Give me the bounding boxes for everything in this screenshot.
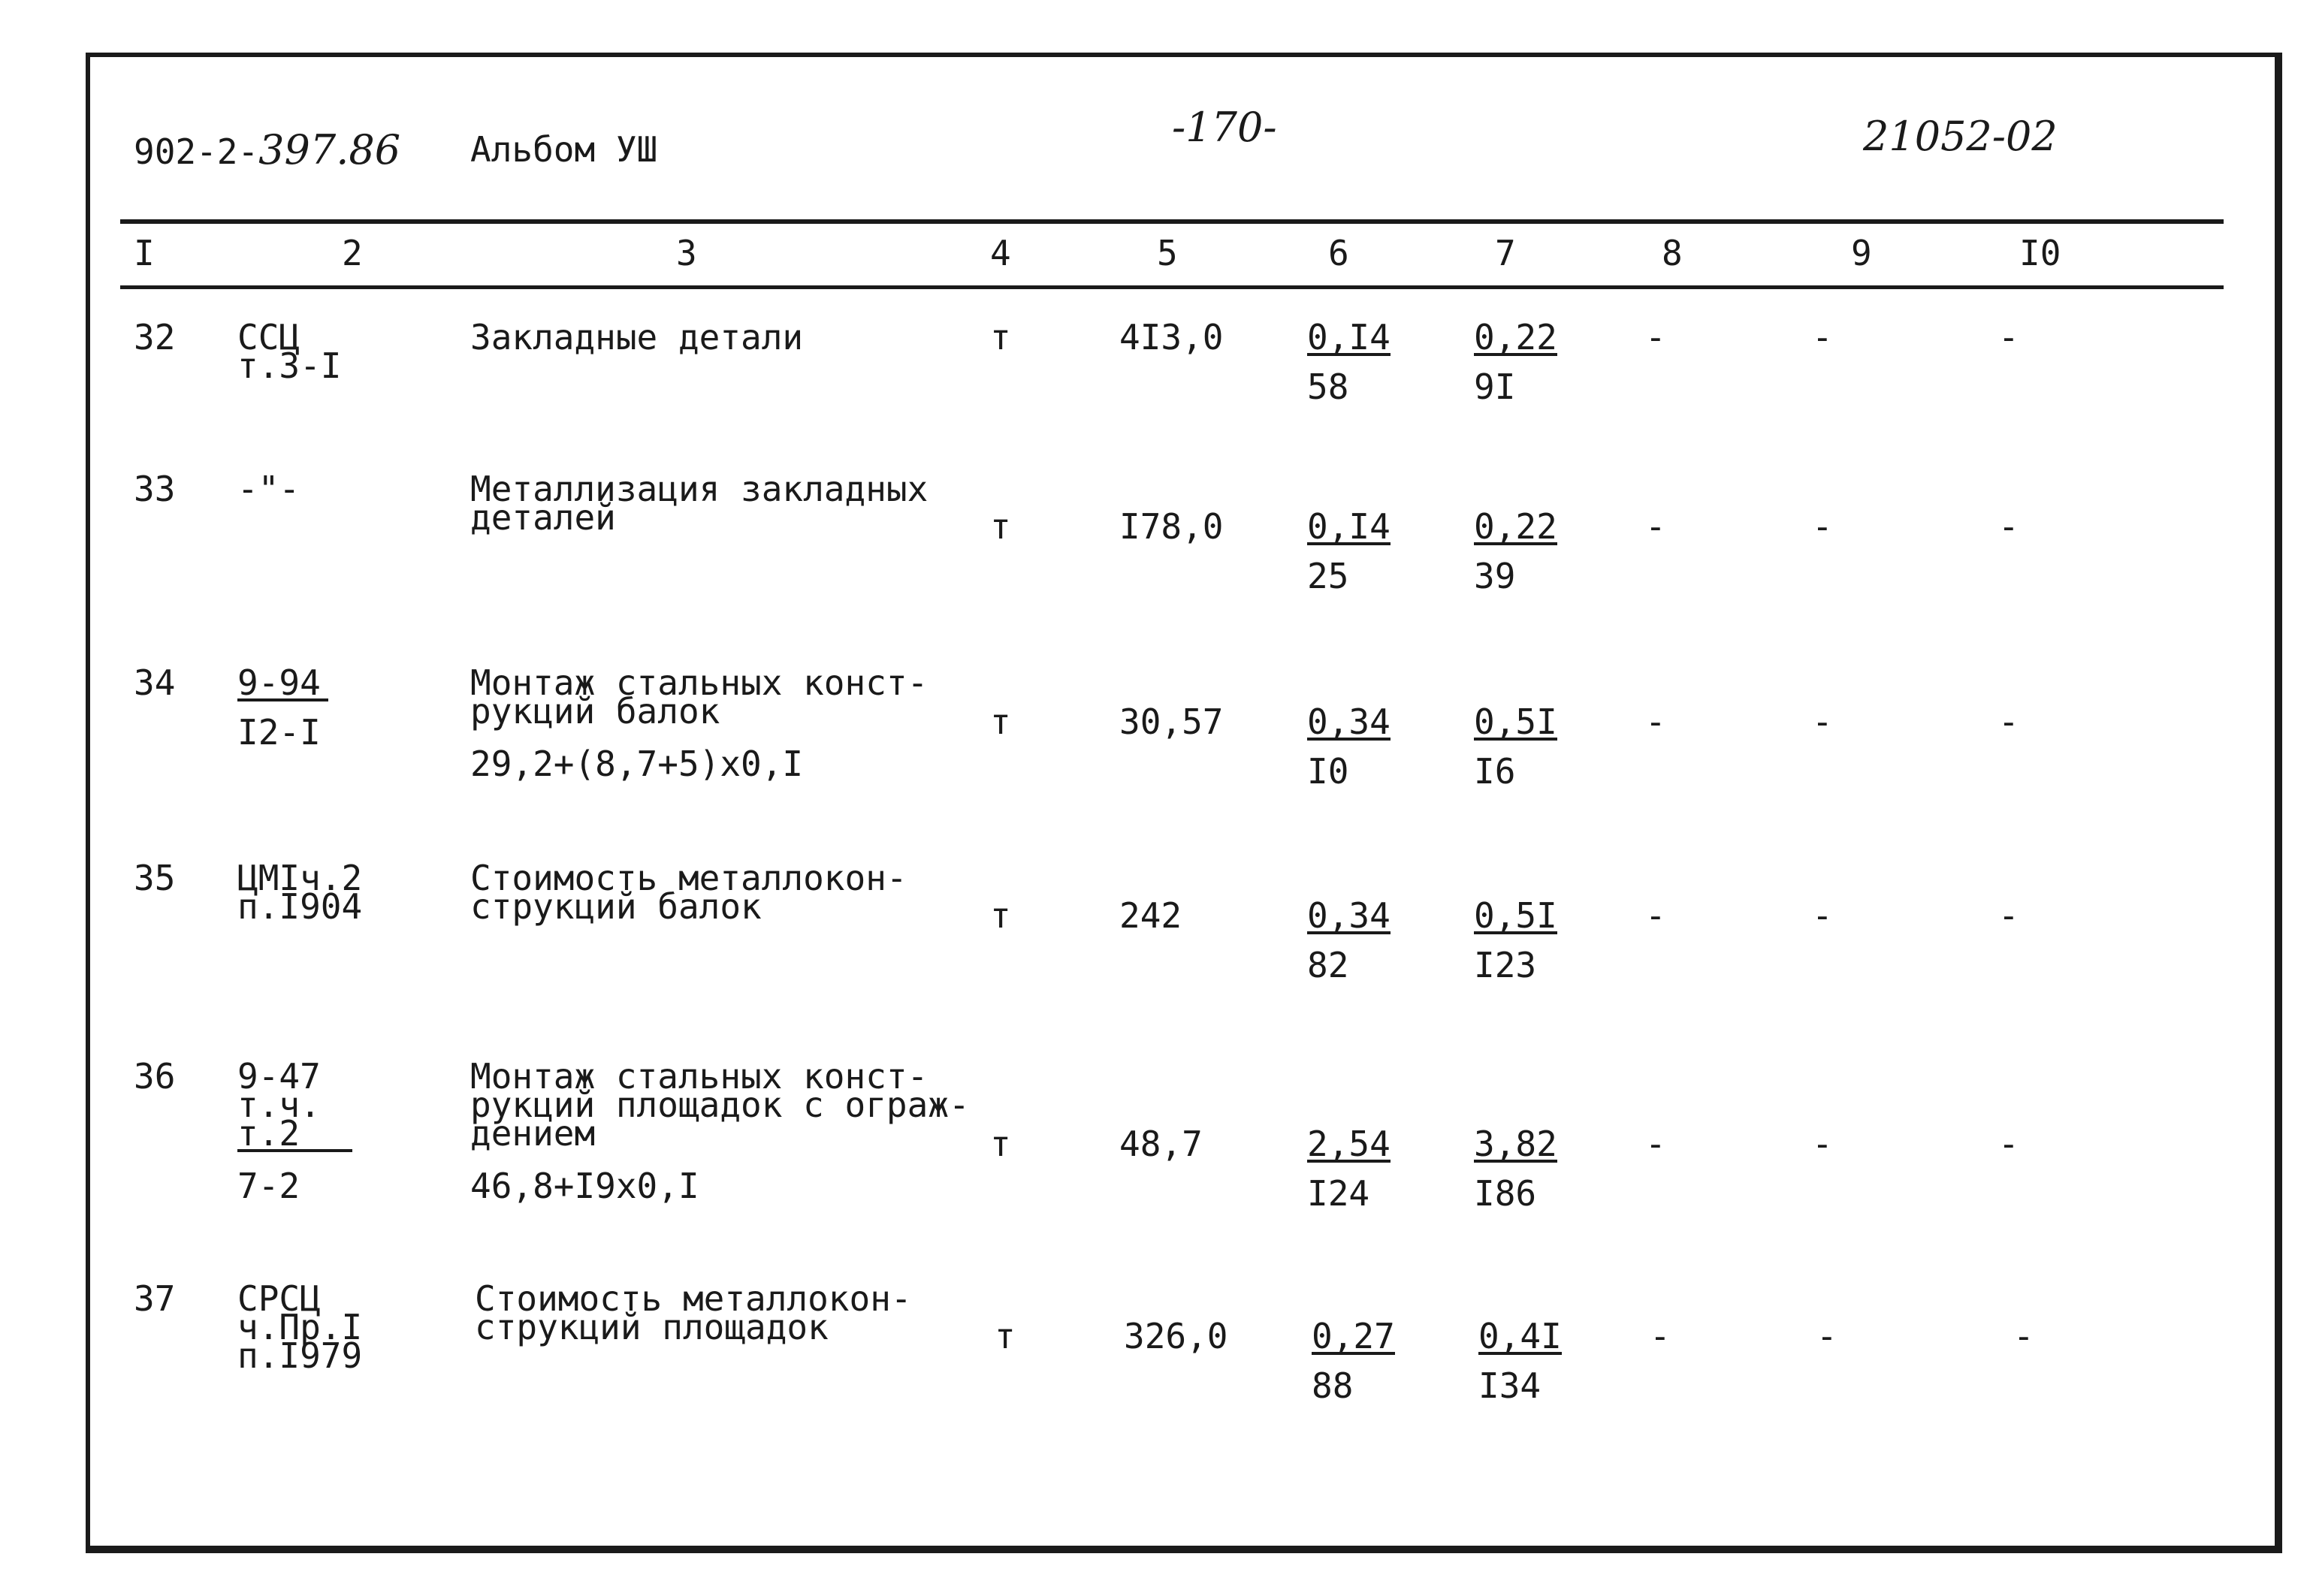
- quantity: 30,57: [1119, 701, 1224, 742]
- col10-value: -: [1998, 506, 2019, 547]
- col9-value: -: [1816, 1316, 1837, 1356]
- col6-top: [1307, 895, 1391, 936]
- col9-value: -: [1812, 506, 1833, 547]
- col6-top: [1307, 317, 1391, 358]
- description-line: деталей: [470, 497, 616, 538]
- ref-line: п.I979: [237, 1335, 363, 1376]
- formula: 46,8+I9x0,I: [470, 1166, 699, 1206]
- col6-top-value: 0,34: [1307, 701, 1391, 742]
- col7-bottom: 9I: [1474, 367, 1516, 407]
- column-number-10: I0: [2019, 233, 2061, 273]
- column-number-9: 9: [1851, 233, 1872, 273]
- header-rule-bottom: [120, 285, 2224, 289]
- ref-line: п.I904: [237, 886, 363, 927]
- col6-top-value: 0,34: [1307, 895, 1391, 936]
- col6-bottom: 25: [1307, 556, 1349, 596]
- ref-line: СРСЦ: [237, 1278, 321, 1319]
- quantity: I78,0: [1119, 506, 1224, 547]
- unit: т: [995, 1316, 1016, 1356]
- col7-bottom: I86: [1474, 1173, 1537, 1214]
- project-code: 21052-02: [1863, 113, 2058, 160]
- column-number-3: 3: [676, 233, 697, 273]
- row-number: 34: [134, 662, 176, 703]
- quantity: 242: [1119, 895, 1182, 936]
- col7-bottom: 39: [1474, 556, 1516, 596]
- col7-bottom: I34: [1478, 1365, 1542, 1406]
- ref-line: ССЦ: [237, 317, 300, 358]
- col6-top-value: 0,I4: [1307, 317, 1391, 358]
- col7-bottom: I6: [1474, 751, 1516, 792]
- description-line: струкций балок: [470, 886, 762, 927]
- col7-top-value: 0,5I: [1474, 895, 1557, 936]
- col6-top: [1307, 701, 1391, 742]
- col8-value: -: [1645, 317, 1666, 358]
- row-number: 33: [134, 469, 176, 509]
- col8-value: -: [1650, 1316, 1671, 1356]
- col6-top-value: 0,I4: [1307, 506, 1391, 547]
- description-line: Металлизация закладных: [470, 469, 929, 509]
- unit: т: [990, 506, 1011, 547]
- col6-top: [1307, 1124, 1391, 1164]
- description-line: дением: [470, 1113, 596, 1154]
- description-line: Стоимость металлокон-: [470, 858, 907, 898]
- col7-top: [1474, 506, 1557, 547]
- col6-bottom: 82: [1307, 945, 1349, 985]
- column-number-7: 7: [1495, 233, 1516, 273]
- description-line: рукций балок: [470, 691, 720, 732]
- col6-bottom: 88: [1312, 1365, 1354, 1406]
- description-line: Монтаж стальных конст-: [470, 662, 929, 703]
- album-label: Альбом УШ: [470, 129, 658, 170]
- doc-code: [134, 126, 400, 173]
- col7-top-value: 0,5I: [1474, 701, 1557, 742]
- page-number: -170-: [1172, 104, 1277, 151]
- ref-line: т.3-I: [237, 345, 342, 386]
- col7-top-value: 0,4I: [1478, 1316, 1562, 1356]
- unit: т: [990, 317, 1011, 358]
- col6-bottom: I0: [1307, 751, 1349, 792]
- ref-code: 9-94: [237, 668, 328, 701]
- column-number-4: 4: [990, 233, 1011, 273]
- col6-bottom: 58: [1307, 367, 1349, 407]
- col6-top-value: 2,54: [1307, 1124, 1391, 1164]
- description-line: Стоимость металлокон-: [475, 1278, 912, 1319]
- col7-bottom: I23: [1474, 945, 1537, 985]
- col7-top: [1474, 701, 1557, 742]
- formula: 29,2+(8,7+5)x0,I: [470, 744, 804, 784]
- row-number: 35: [134, 858, 176, 898]
- col6-top-value: 0,27: [1312, 1316, 1395, 1356]
- col6-top: [1307, 506, 1391, 547]
- row-number: 32: [134, 317, 176, 358]
- col8-value: -: [1645, 1124, 1666, 1164]
- column-number-5: 5: [1157, 233, 1178, 273]
- column-number-8: 8: [1662, 233, 1683, 273]
- quantity: 326,0: [1124, 1316, 1228, 1356]
- col8-value: -: [1645, 895, 1666, 936]
- ref-table: т.2: [237, 1119, 352, 1152]
- col7-top-value: 3,82: [1474, 1124, 1557, 1164]
- ref-line: I2-I: [237, 712, 321, 753]
- col7-top-value: 0,22: [1474, 506, 1557, 547]
- col7-top-value: 0,22: [1474, 317, 1557, 358]
- col9-value: -: [1812, 895, 1833, 936]
- description-line: рукций площадок с ограж-: [470, 1085, 970, 1125]
- col7-top: [1478, 1316, 1562, 1356]
- ref-line: ч.Пр.I: [237, 1307, 363, 1347]
- header-rule-top: [120, 219, 2224, 224]
- quantity: 4I3,0: [1119, 317, 1224, 358]
- doc-code-printed: 902-2-: [134, 131, 259, 172]
- description-line: Закладные детали: [470, 317, 804, 358]
- ref-line-underlined: [237, 1113, 352, 1154]
- row-number: 36: [134, 1056, 176, 1097]
- column-number-6: 6: [1328, 233, 1349, 273]
- col6-top: [1312, 1316, 1395, 1356]
- column-number-2: 2: [342, 233, 363, 273]
- col8-value: -: [1645, 506, 1666, 547]
- col9-value: -: [1812, 1124, 1833, 1164]
- col8-value: -: [1645, 701, 1666, 742]
- ref-line: 7-2: [237, 1166, 300, 1206]
- description-line: Монтаж стальных конст-: [470, 1056, 929, 1097]
- col7-top: [1474, 317, 1557, 358]
- description-line: струкций площадок: [475, 1307, 829, 1347]
- ref-line-underlined: [237, 662, 328, 703]
- col7-top: [1474, 1124, 1557, 1164]
- ref-line: 9-47: [237, 1056, 321, 1097]
- col10-value: -: [1998, 701, 2019, 742]
- unit: т: [990, 895, 1011, 936]
- column-number-1: I: [134, 233, 155, 273]
- col10-value: -: [1998, 317, 2019, 358]
- ref-line: ЦМIч.2: [237, 858, 363, 898]
- col10-value: -: [1998, 1124, 2019, 1164]
- unit: т: [990, 1124, 1011, 1164]
- row-number: 37: [134, 1278, 176, 1319]
- ref-line: -"-: [237, 469, 300, 509]
- col10-value: -: [1998, 895, 2019, 936]
- ref-line: т.ч.: [237, 1085, 321, 1125]
- col10-value: -: [2013, 1316, 2034, 1356]
- col6-bottom: I24: [1307, 1173, 1370, 1214]
- col7-top: [1474, 895, 1557, 936]
- doc-code-handwritten: 397.86: [258, 126, 401, 173]
- col9-value: -: [1812, 701, 1833, 742]
- quantity: 48,7: [1119, 1124, 1203, 1164]
- unit: т: [990, 701, 1011, 742]
- col9-value: -: [1812, 317, 1833, 358]
